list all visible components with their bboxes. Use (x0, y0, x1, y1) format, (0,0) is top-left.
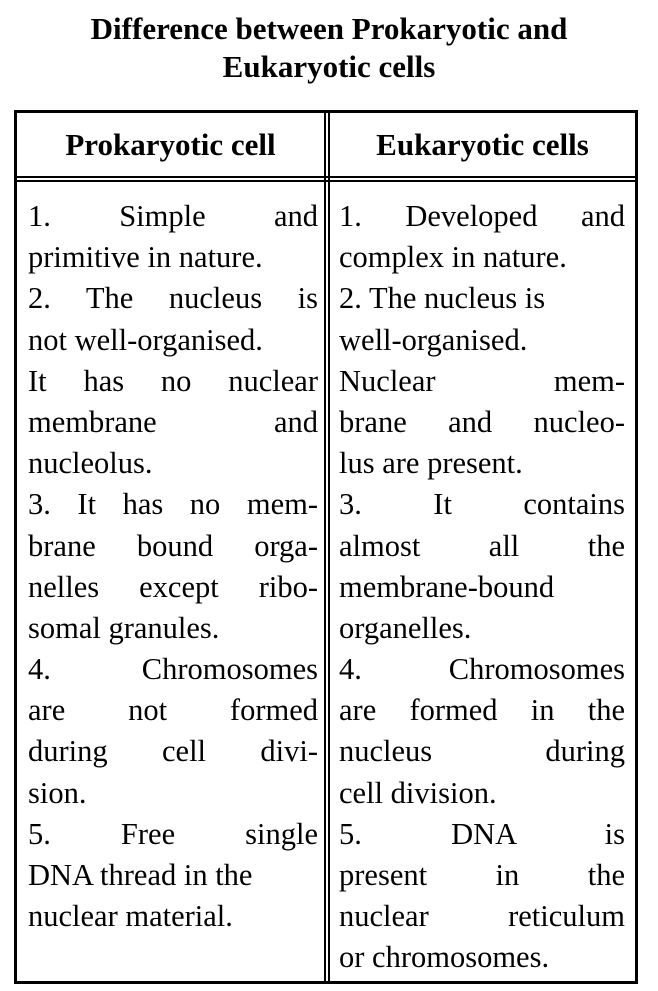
prokaryotic-line: nucleolus. (28, 446, 153, 481)
column-divider (324, 113, 330, 981)
prokaryotic-line: DNA thread in the (28, 858, 253, 892)
eukaryotic-line: organelles. (339, 610, 472, 645)
prokaryotic-line: primitive in nature. (28, 240, 263, 275)
page-title (0, 10, 658, 86)
eukaryotic-line: 4. Chromosomes (339, 652, 625, 687)
eukaryotic-line: Nuclear mem- (339, 363, 625, 398)
eukaryotic-line: are formed in the (339, 693, 625, 728)
eukaryotic-line: 3. It contains (339, 487, 625, 522)
prokaryotic-line: sion. (28, 775, 87, 810)
prokaryotic-column (28, 196, 318, 937)
header-eukaryotic: Eukaryotic cells (376, 127, 589, 162)
eukaryotic-line: nucleus during (339, 734, 625, 769)
eukaryotic-line: 1. Developed and (339, 199, 625, 233)
prokaryotic-line: not well-organised. (28, 322, 263, 357)
eukaryotic-line: 2. The nucleus is (339, 281, 546, 316)
title-line-1: Difference between Prokaryotic and (90, 11, 568, 46)
eukaryotic-line: almost all the (339, 528, 625, 563)
eukaryotic-line: 5. DNA is (339, 816, 625, 851)
prokaryotic-line: 2. The nucleus is (28, 281, 318, 316)
eukaryotic-line: nuclear reticulum (339, 899, 625, 934)
header-prokaryotic: Prokaryotic cell (65, 127, 276, 162)
prokaryotic-line: nelles except ribo- (28, 569, 318, 604)
prokaryotic-line: 5. Free single (28, 816, 318, 851)
prokaryotic-line: nuclear material. (28, 899, 233, 934)
eukaryotic-line: complex in nature. (339, 240, 567, 275)
prokaryotic-line: 4. Chromosomes (28, 652, 318, 687)
eukaryotic-line: present in the (339, 858, 625, 892)
prokaryotic-line: are not formed (28, 693, 318, 728)
comparison-table (14, 110, 638, 984)
eukaryotic-line: lus are present. (339, 446, 523, 481)
eukaryotic-line: or chromosomes. (339, 940, 550, 975)
prokaryotic-line: during cell divi- (28, 734, 318, 769)
eukaryotic-line: brane and nucleo- (339, 404, 625, 439)
eukaryotic-line: well-organised. (339, 322, 528, 357)
eukaryotic-line: cell division. (339, 775, 497, 810)
eukaryotic-column (339, 196, 625, 979)
prokaryotic-line: somal granules. (28, 610, 220, 645)
prokaryotic-line: 3. It has no mem- (28, 487, 318, 522)
title-line-2: Eukaryotic cells (222, 49, 436, 84)
prokaryotic-line: It has no nuclear (28, 363, 318, 398)
prokaryotic-line: 1. Simple and (28, 199, 318, 233)
prokaryotic-line: brane bound orga- (28, 528, 318, 563)
prokaryotic-line: membrane and (28, 404, 318, 439)
eukaryotic-line: membrane-bound (339, 569, 555, 604)
